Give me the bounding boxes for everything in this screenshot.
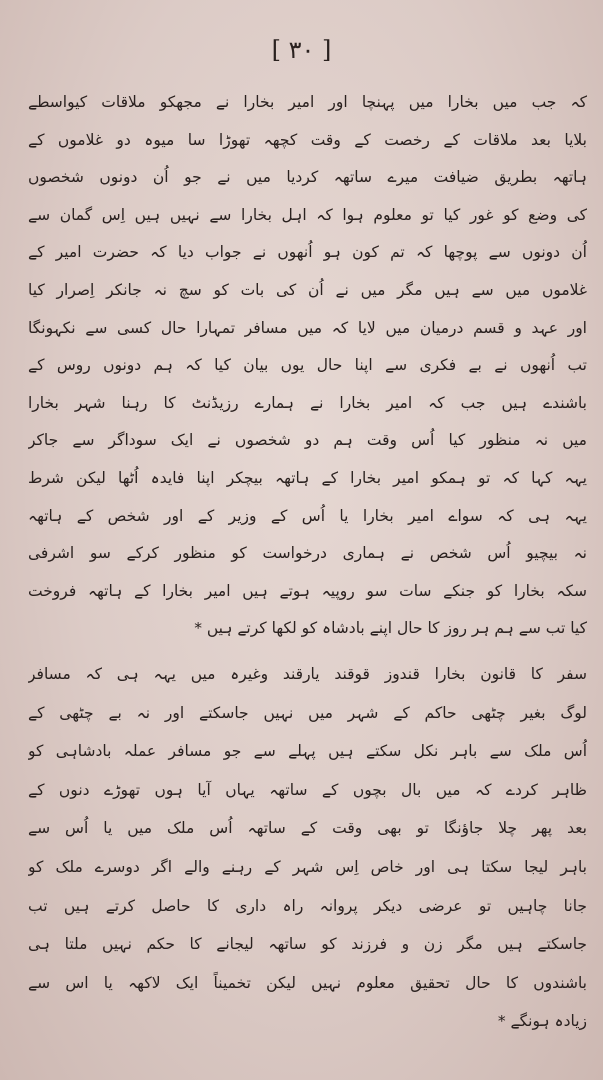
text-line: یہہ کہا کہ تو ہمکو امیر بخارا کے ہاتھہ بیچکر اپنا فایدہ اُٹھا لیکن شرط <box>28 468 587 487</box>
text-line: سکہ بخارا کو جنکے سات سو روپیہ ہوتے ہیں امیر بخارا کے ہاتھہ فروخت <box>28 581 587 600</box>
page-number: [ ۳۰ ] <box>271 36 332 64</box>
text-line: اور عہد و قسم درمیان میں لایا کہ میں مسافر تمہارا حال کسی سے نکہونگا <box>28 318 587 337</box>
text-line: جاسکتے ہیں مگر زن و فرزند کو ساتھہ لیجانے کا حکم نہیں ملتا ہی <box>28 935 587 954</box>
text-line: تب اُنھوں نے بے فکری سے اپنا حال یوں بیان کیا کہ ہم دونوں روس کے <box>28 356 587 375</box>
text-line: بلایا بعد ملاقات کے رخصت کے وقت کچھہ تھوڑا سا میوہ دو غلاموں کے <box>28 130 587 149</box>
text-line: بعد پھر چلا جاؤنگا تو بھی وقت کے ساتھہ اُس ملک میں یا اُس سے <box>28 819 587 838</box>
text-line: غلاموں میں سے ہیں مگر میں نے اُن کی بات کو سچ نہ جانکر اِصرار کیا <box>28 280 587 299</box>
paragraph-2 <box>28 655 587 1041</box>
paragraph-1 <box>28 84 587 648</box>
text-line: باشندے ہیں جب کہ امیر بخارا نے ہمارے رزیڈنٹ کا رہنا شہر بخارا <box>28 393 587 412</box>
text-line: کہ جب میں بخارا میں پہنچا اور امیر بخارا نے مجھکو ملاقات کیواسطے <box>28 93 587 111</box>
text-line: زیادہ ہونگے * <box>497 1012 587 1031</box>
text-line: کیا تب سے ہم ہر روز کا حال اپنے بادشاہ کو لکھا کرتے ہیں * <box>194 619 587 638</box>
text-line: اُس ملک سے باہر نکل سکتے ہیں پہلے سے جو مسافر عملہ بادشاہی کو <box>28 742 587 761</box>
text-line: سفر کا قانون بخارا قندوز قوقند یارقند وغیرہ میں یہہ ہی کہ مسافر <box>28 665 587 683</box>
text-line: لوگ بغیر چٹھی حاکم کے شہر میں نہیں جاسکتے اور نہ بے چٹھی کے <box>28 703 587 722</box>
text-line: یہہ ہی کہ سواے امیر بخارا یا اُس کے وزیر کے اور شخص کے ہاتھہ <box>28 506 587 525</box>
text-line: ہاتھہ بطریق ضیافت میرے ساتھہ کردیا میں نے جو اُن دونوں شخصوں <box>28 168 587 187</box>
text-line: کی وضع کو غور کیا تو معلوم ہوا کہ اہل بخارا سے نہیں ہیں اِس گمان سے <box>28 205 587 224</box>
text-line: میں نہ منظور کیا اُس وقت ہم دو شخصوں نے ایک سوداگر سے جاکر <box>28 431 587 450</box>
text-line: باہر لیجا سکتا ہی اور خاص اِس شہر کے رہنے والے اگر دوسرے ملک کو <box>28 857 587 876</box>
text-line: ظاہر کردے کہ میں بال بچوں کے ساتھہ یہاں آیا ہوں تھوڑے دنوں کے <box>28 780 587 799</box>
text-line: باشندوں کا حال تحقیق معلوم نہیں لیکن تخمیناً ایک لاکھہ یا اس سے <box>28 973 587 992</box>
text-line: جانا چاہیں تو عرضی دیکر پروانہ راہ داری کا حاصل کرتے ہیں تب <box>28 896 587 915</box>
text-line: اُن دونوں سے پوچھا کہ تم کون ہو اُنھوں نے جواب دیا کہ حضرت امیر کے <box>28 243 587 262</box>
text-line: نہ بیچیو اُس شخص نے ہماری درخواست کو منظور کرکے سو اشرفی <box>28 544 587 563</box>
